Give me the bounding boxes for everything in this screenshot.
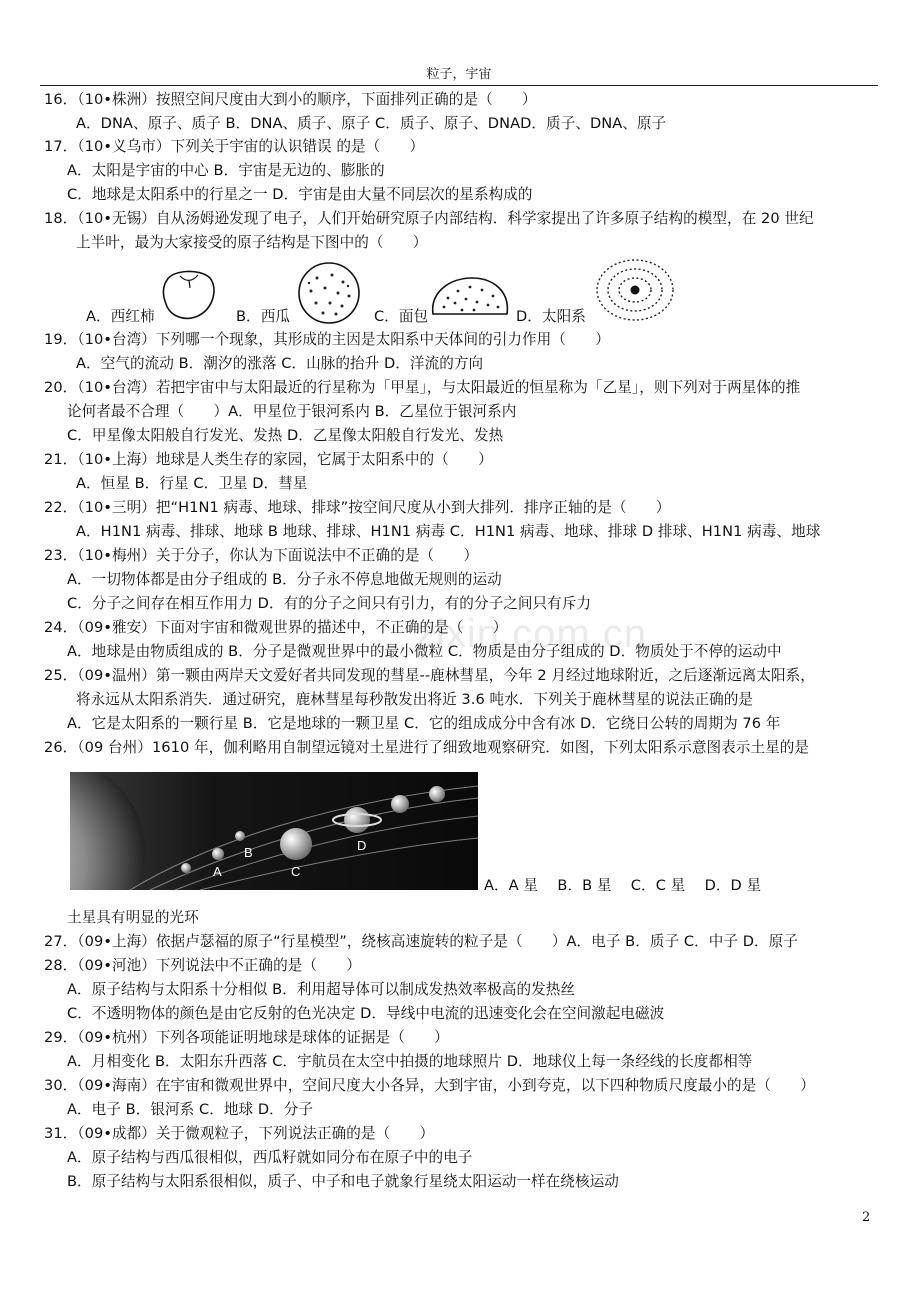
q27-stem: 27．（09•上海）依据卢瑟福的原子“行星模型”，绕核高速旋转的粒子是（ ）A．电子 B．质子 C．中子 D．原子 (44, 933, 798, 950)
q18-stem: 18．（10•无锡）自从汤姆逊发现了电子，人们开始研究原子内部结构．科学家提出了许多原子结构的模型，在 20 世纪 (44, 210, 814, 227)
q18-option-c: C．面包 (374, 308, 429, 325)
q18-stem-cont: 上半叶，最为大家接受的原子结构是下图中的（ ） (76, 234, 428, 251)
q16-options: A．DNA、原子、质子 B．DNA、质子、原子 C．质子、原子、DNAD．质子、DNA、原子 (76, 115, 667, 132)
q31-option-b: B．原子结构与太阳系很相似，质子、中子和电子就象行星绕太阳运动一样在绕核运动 (67, 1173, 619, 1190)
q29-stem: 29．（09•杭州）下列各项能证明地球是球体的证据是（ ） (44, 1029, 449, 1046)
q20-stem-cont: 论何者最不合理（ ）A．甲星位于银河系内 B．乙星位于银河系内 (67, 403, 517, 420)
planet-icon (391, 795, 409, 813)
q30-options: A．电子 B．银河系 C．地球 D．分子 (67, 1101, 314, 1118)
q24-stem: 24．（09•雅安）下面对宇宙和微观世界的描述中，不正确的是（ ） (44, 619, 508, 636)
q17-options-1: A．太阳是宇宙的中心 B．宇宙是无边的、膨胀的 (67, 162, 385, 179)
q18-option-d: D．太阳系 (516, 308, 586, 325)
q16-stem: 16．（10•株洲）按照空间尺度由大到小的顺序，下面排列正确的是（ ） (44, 91, 537, 108)
q26-note: 土星具有明显的光环 (67, 909, 199, 926)
q26-solar-system-figure (70, 772, 478, 890)
header-rule (40, 85, 878, 86)
q21-options: A．恒星 B．行星 C．卫星 D．彗星 (76, 475, 308, 492)
q22-stem: 22．（10•三明）把“H1N1 病毒、地球、排球”按空间尺度从小到大排列．排序正轴的是（ ） (44, 499, 671, 516)
planet-icon (212, 848, 224, 860)
planet-icon (235, 831, 245, 841)
q18-option-b: B．西瓜 (236, 308, 290, 325)
q25-stem: 25．（09•温州）第一颗由两岸天文爱好者共同发现的彗星--鹿林彗星，今年 2 月经过地球附近，之后逐渐远离太阳系， (44, 667, 815, 684)
q17-stem: 17．（10•义乌市）下列关于宇宙的认识错误 的是（ ） (44, 138, 425, 155)
q17-options-2: C．地球是太阳系中的行星之一 D．宇宙是由大量不同层次的星系构成的 (67, 186, 533, 203)
q23-stem: 23．（10•梅州）关于分子，你认为下面说法中不正确的是（ ） (44, 547, 479, 564)
q31-stem: 31．（09•成都）关于微观粒子，下列说法正确的是（ ） (44, 1125, 435, 1142)
nucleus-icon (631, 286, 640, 295)
page-number: 2 (862, 1210, 871, 1225)
q22-options: A．H1N1 病毒、排球、地球 B 地球、排球、H1N1 病毒 C．H1N1 病毒、地球、排球 D 排球、H1N1 病毒、地球 (76, 523, 821, 540)
q26-figure-label-b: B (244, 845, 253, 860)
q26-options: A．A 星 B．B 星 C．C 星 D．D 星 (484, 877, 762, 894)
q26-stem: 26．（09 台州）1610 年，伽利略用自制望远镜对土星进行了细致地观察研究．如图，下列太阳系示意图表示土星的是 (44, 739, 810, 756)
q28-options-2: C．不透明物体的颜色是由它反射的色光决定 D．导线中电流的迅速变化会在空间激起电磁波 (67, 1005, 665, 1022)
q30-stem: 30．（09•海南）在宇宙和微观世界中，空间尺度大小各异，大到宇宙，小到夸克，以下四种物质尺度最小的是（ ） (44, 1077, 815, 1094)
q28-options-1: A．原子结构与太阳系十分相似 B．利用超导体可以制成发热效率极高的发热丝 (67, 981, 576, 998)
watermark: zixin.com.cn (415, 612, 648, 656)
q26-figure-label-d: D (357, 838, 367, 853)
q25-stem-cont: 将永远从太阳系消失．通过研究，鹿林彗星每秒散发出将近 3.6 吨水．下列关于鹿林彗星的说法正确的是 (76, 691, 754, 708)
planet-icon (181, 863, 191, 873)
q26-figure-label-c: C (291, 864, 301, 879)
watermelon-model-icon (299, 263, 359, 323)
q29-options: A．月相变化 B．太阳东升西落 C．宇航员在太空中拍摄的地球照片 D．地球仪上每一条经线的长度都相等 (67, 1053, 753, 1070)
planet-icon (280, 828, 312, 860)
q24-options: A．地球是由物质组成的 B．分子是微观世界中的最小微粒 C．物质是由分子组成的 D．物质处于不停的运动中 (67, 643, 782, 660)
q21-stem: 21．（10•上海）地球是人类生存的家园，它属于太阳系中的（ ） (44, 451, 493, 468)
planet-icon (429, 786, 445, 802)
q20-stem: 20．（10•台湾）若把宇宙中与太阳最近的行星称为「甲星」，与太阳最近的恒星称为「乙星」，则下列对于两星体的推 (44, 379, 801, 396)
q23-options-1: A．一切物体都是由分子组成的 B．分子永不停息地做无规则的运动 (67, 571, 502, 588)
page-header-title: 粒子，宇宙 (426, 67, 492, 82)
bread-model-icon (433, 278, 508, 314)
q19-stem: 19．（10•台湾）下列哪一个现象，其形成的主因是太阳系中天体间的引力作用（ ） (44, 331, 610, 348)
q20-options: C．甲星像太阳般自行发光、发热 D．乙星像太阳般自行发光、发热 (67, 427, 504, 444)
q31-option-a: A．原子结构与西瓜很相似，西瓜籽就如同分布在原子中的电子 (67, 1149, 473, 1166)
q19-options: A．空气的流动 B．潮汐的涨落 C．山脉的抬升 D．洋流的方向 (76, 355, 484, 372)
q18-option-a: A．西红柿 (86, 308, 155, 325)
q26-figure-label-a: A (213, 864, 222, 879)
q25-options: A．它是太阳系的一颗行星 B．它是地球的一颗卫星 C．它的组成成分中含有冰 D．它绕日公转的周期为 76 年 (67, 715, 781, 732)
tomato-model-icon (163, 271, 214, 318)
q23-options-2: C．分子之间存在相互作用力 D．有的分子之间只有引力，有的分子之间只有斥力 (67, 595, 592, 612)
q28-stem: 28．（09•河池）下列说法中不正确的是（ ） (44, 957, 361, 974)
